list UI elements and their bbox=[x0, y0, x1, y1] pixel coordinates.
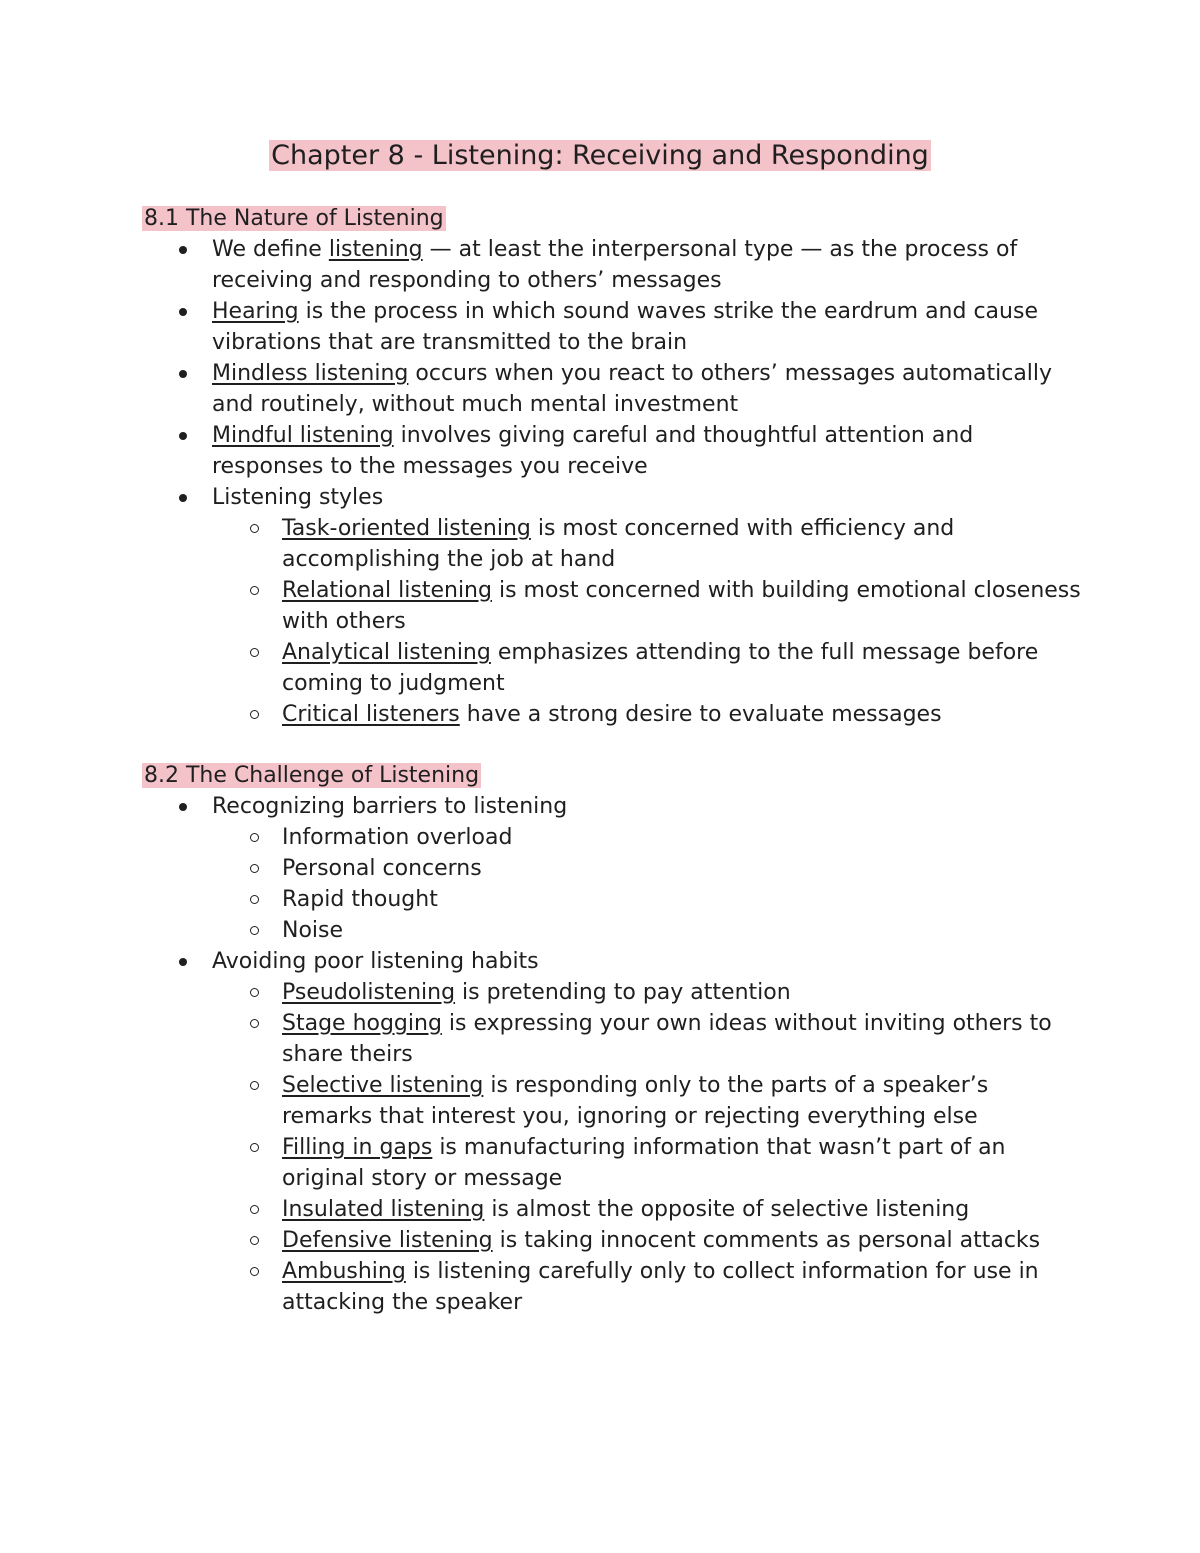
item-text: is most concerned with building emotional closeness with others bbox=[282, 578, 1081, 634]
item-prefix: We define bbox=[212, 237, 329, 262]
list-item bbox=[142, 234, 1082, 296]
sub-list-item bbox=[212, 1225, 1082, 1256]
sub-list-item bbox=[212, 699, 1082, 730]
sub-list bbox=[212, 822, 1082, 946]
sub-list-item: Rapid thought bbox=[212, 884, 1082, 915]
sub-list bbox=[212, 977, 1082, 1318]
item-text: is most concerned with efficiency and accomplishing the job at hand bbox=[282, 516, 955, 572]
sub-list-item bbox=[212, 575, 1082, 637]
bullet-list bbox=[142, 234, 1082, 730]
section-heading bbox=[142, 760, 1082, 791]
bullet-list bbox=[142, 791, 1082, 1318]
term-selective-listening: Selective listening bbox=[282, 1073, 484, 1098]
sub-list-item bbox=[212, 977, 1082, 1008]
title-highlight: Chapter 8 - Listening: Receiving and Responding bbox=[271, 140, 929, 171]
term-listening: listening bbox=[328, 237, 423, 262]
sub-list-item bbox=[212, 1256, 1082, 1318]
item-text: involves giving careful and thoughtful attention and responses to the messages you receive bbox=[212, 423, 974, 479]
list-item bbox=[142, 420, 1082, 482]
sub-list-item bbox=[212, 1008, 1082, 1070]
item-text: is pretending to pay attention bbox=[455, 980, 791, 1005]
section-heading-text: 8.1 The Nature of Listening bbox=[144, 206, 444, 231]
section-heading bbox=[142, 203, 1082, 234]
list-item bbox=[142, 946, 1082, 1318]
sub-list-item bbox=[212, 1070, 1082, 1132]
sub-list-item bbox=[212, 513, 1082, 575]
sub-list-item: Personal concerns bbox=[212, 853, 1082, 884]
term-stage-hogging: Stage hogging bbox=[282, 1011, 442, 1036]
term-defensive-listening: Defensive listening bbox=[282, 1228, 493, 1253]
item-text: is taking innocent comments as personal attacks bbox=[492, 1228, 1041, 1253]
list-item bbox=[142, 791, 1082, 946]
section-challenge-of-listening bbox=[142, 760, 1082, 1318]
item-text: occurs when you react to others’ messages automatically and routinely, without much mental investment bbox=[212, 361, 1053, 417]
sub-list bbox=[212, 513, 1082, 730]
item-text: emphasizes attending to the full message before coming to judgment bbox=[282, 640, 1039, 696]
term-analytical: Analytical listening bbox=[282, 640, 491, 665]
item-text: is listening carefully only to collect information for use in attacking the speaker bbox=[282, 1259, 1039, 1315]
sub-list-item: Noise bbox=[212, 915, 1082, 946]
sub-list-item bbox=[212, 637, 1082, 699]
term-hearing: Hearing bbox=[212, 299, 299, 324]
list-item bbox=[142, 358, 1082, 420]
term-task-oriented: Task-oriented listening bbox=[282, 516, 531, 541]
item-text: Listening styles bbox=[212, 485, 384, 510]
term-pseudolistening: Pseudolistening bbox=[282, 980, 456, 1005]
item-text: — at least the interpersonal type — as the process of receiving and responding to others’ messages bbox=[212, 237, 1018, 293]
item-text: is expressing your own ideas without inviting others to share theirs bbox=[282, 1011, 1052, 1067]
term-insulated-listening: Insulated listening bbox=[282, 1197, 485, 1222]
sub-list-item bbox=[212, 1132, 1082, 1194]
term-filling-in-gaps: Filling in gaps bbox=[282, 1135, 433, 1160]
term-mindless-listening: Mindless listening bbox=[212, 361, 409, 386]
sub-list-item bbox=[212, 1194, 1082, 1225]
page-title bbox=[0, 136, 1200, 176]
item-text: is the process in which sound waves strike the eardrum and cause vibrations that are transmitted to the brain bbox=[212, 299, 1038, 355]
section-nature-of-listening bbox=[142, 203, 1082, 730]
sub-list-item: Information overload bbox=[212, 822, 1082, 853]
term-relational: Relational listening bbox=[282, 578, 492, 603]
item-text: have a strong desire to evaluate messages bbox=[459, 702, 942, 727]
item-text: is manufacturing information that wasn’t part of an original story or message bbox=[282, 1135, 1006, 1191]
item-text: Recognizing barriers to listening bbox=[212, 794, 568, 819]
list-item bbox=[142, 482, 1082, 730]
section-heading-text: 8.2 The Challenge of Listening bbox=[144, 763, 480, 788]
term-mindful-listening: Mindful listening bbox=[212, 423, 394, 448]
list-item bbox=[142, 296, 1082, 358]
item-text: is almost the opposite of selective listening bbox=[484, 1197, 970, 1222]
item-text: is responding only to the parts of a speaker’s remarks that interest you, ignoring or rejecting everything else bbox=[282, 1073, 989, 1129]
term-critical: Critical listeners bbox=[282, 702, 460, 727]
item-text: Avoiding poor listening habits bbox=[212, 949, 539, 974]
term-ambushing: Ambushing bbox=[282, 1259, 406, 1284]
